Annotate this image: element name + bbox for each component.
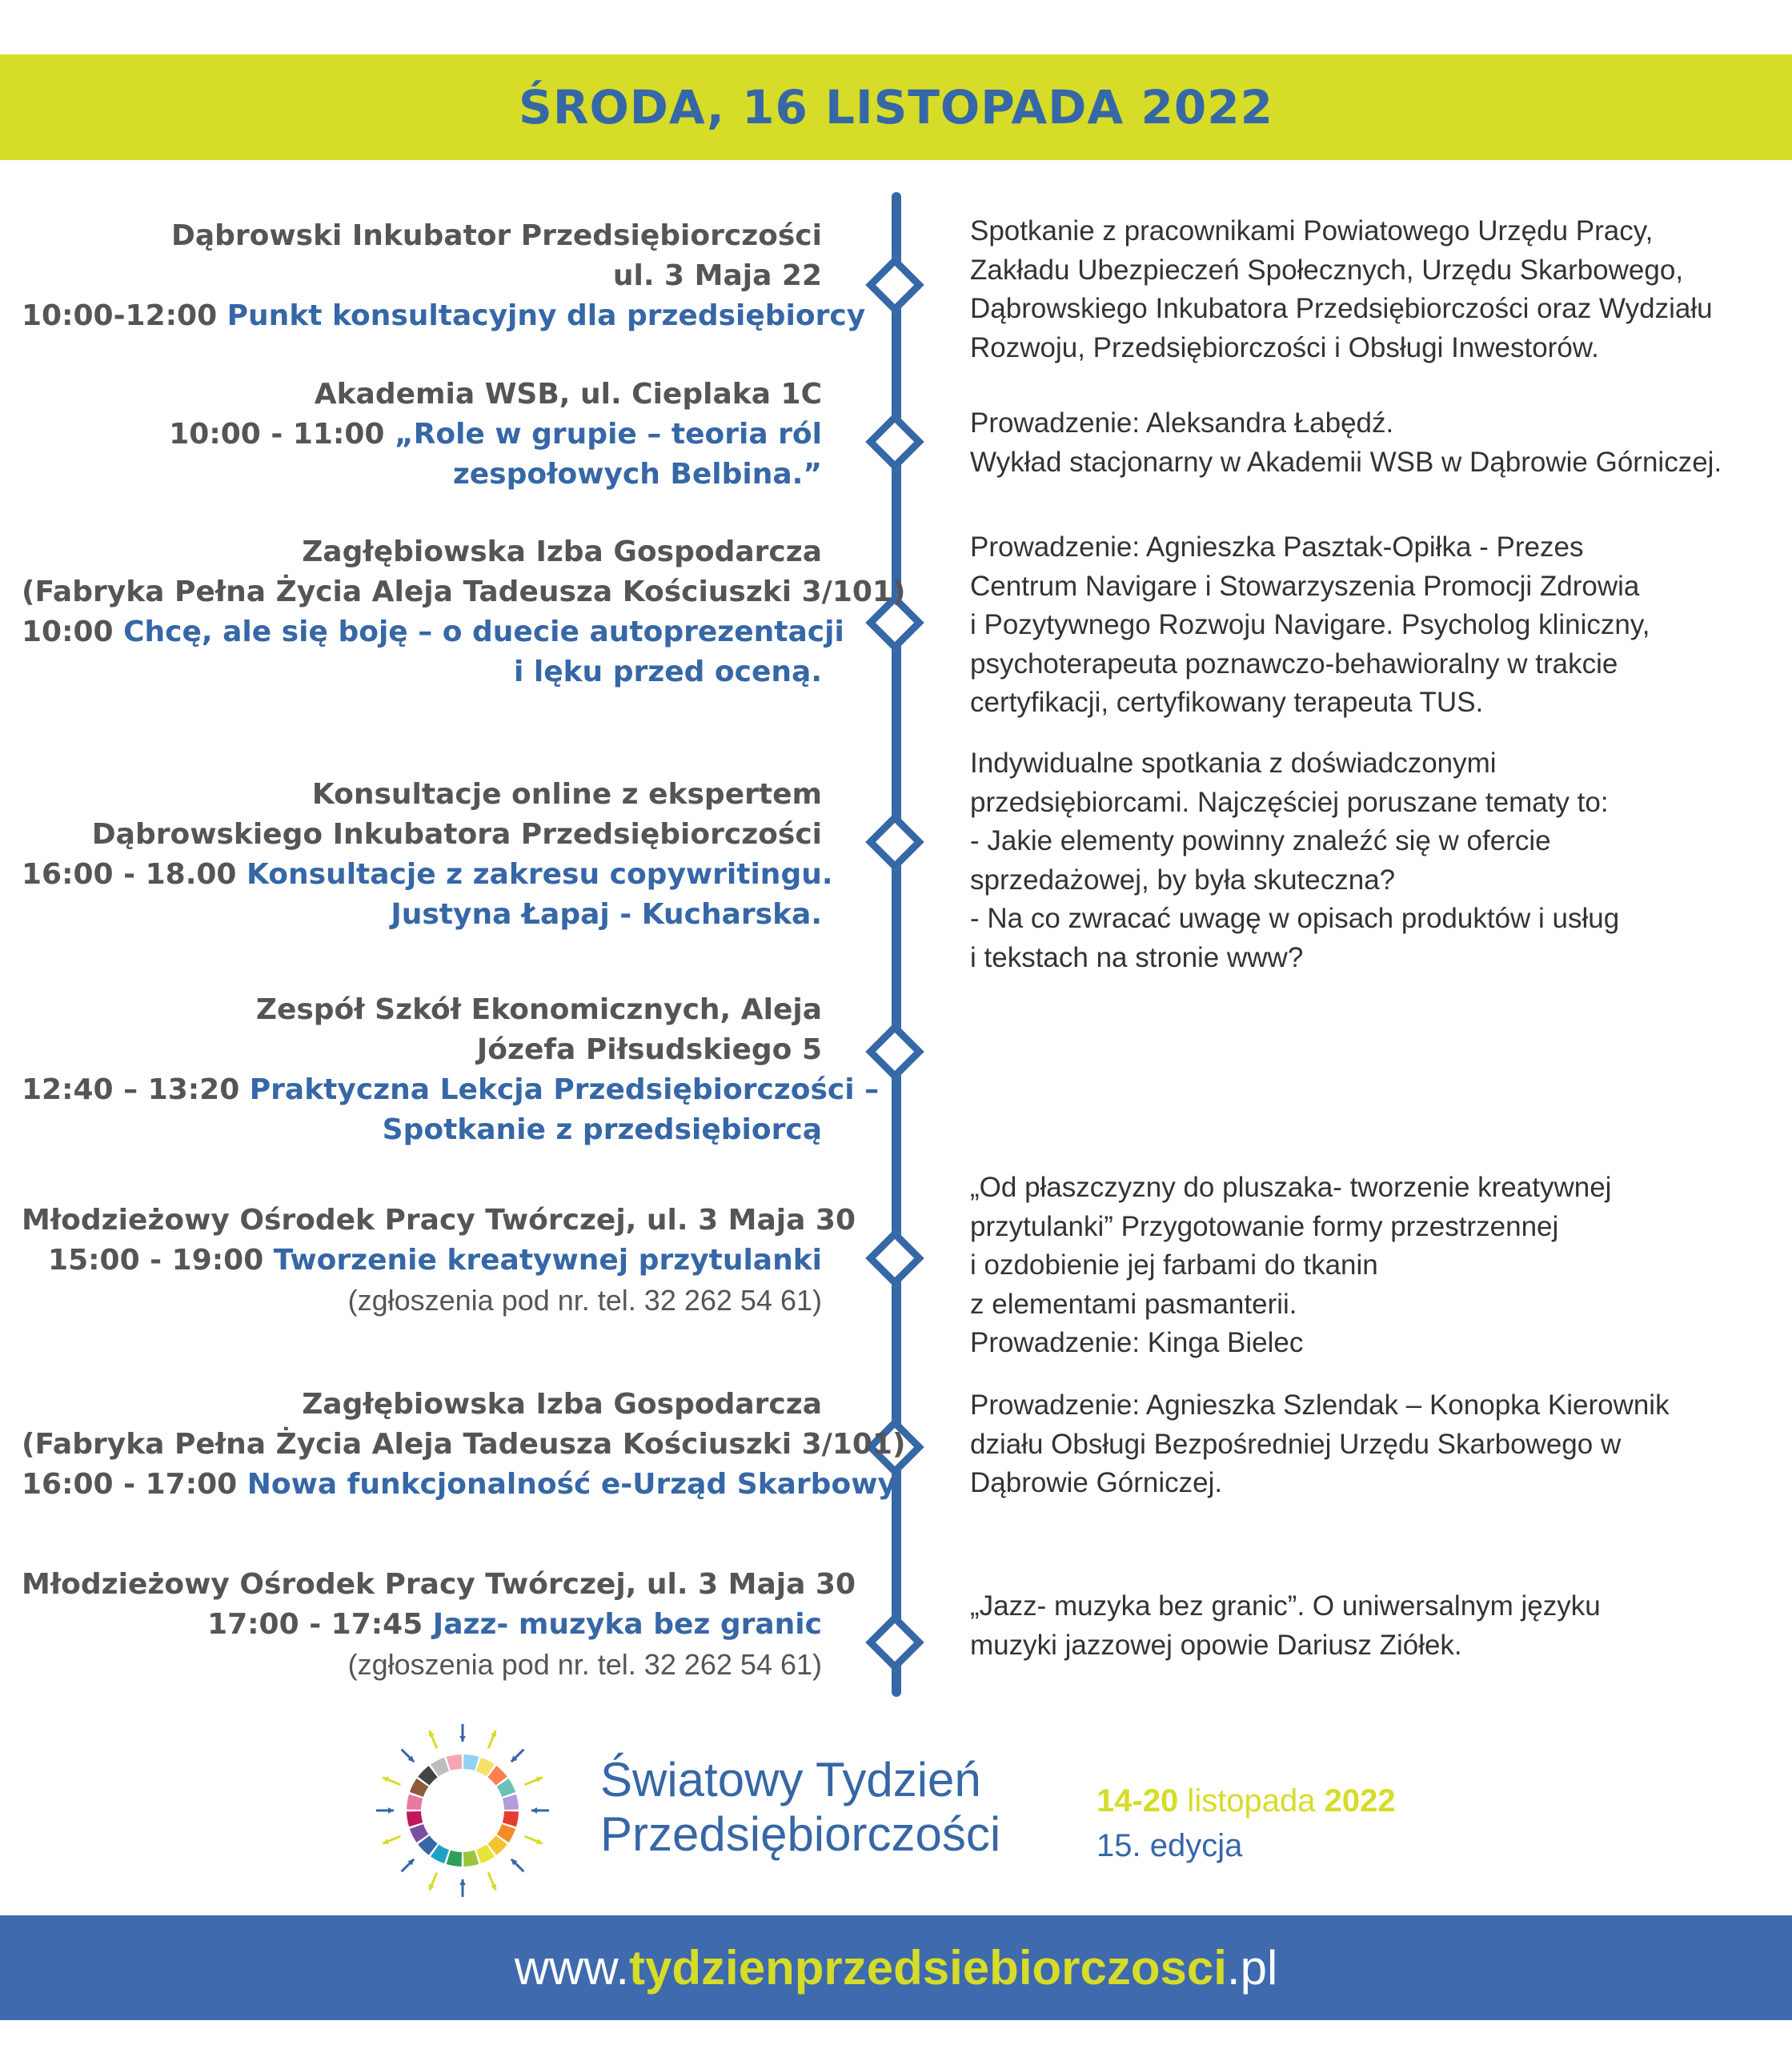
event-location-or-time: Konsultacje online z ekspertem <box>311 778 822 811</box>
description-line: Indywidualne spotkania z doświadczonymi <box>970 748 1497 779</box>
timeline-marker <box>865 1613 924 1672</box>
event-location-or-time: Dąbrowskiego Inkubatora Przedsiębiorczości <box>91 818 822 851</box>
page-title: ŚRODA, 16 LISTOPADA 2022 <box>519 80 1273 134</box>
header-band <box>0 54 1792 160</box>
description-line: Dąbrowie Górniczej. <box>970 1467 1223 1498</box>
event-description <box>970 1386 1770 1503</box>
event-details-left <box>22 1565 856 1686</box>
event-location-or-time: 12:40 – 13:20 <box>22 1073 250 1106</box>
event-line <box>22 415 822 455</box>
description-line: - Na co zwracać uwagę w opisach produktów i usług <box>970 903 1620 934</box>
event-location-or-time: (Fabryka Pełna Życia Aleja Tadeusza Kościuszki 3/101) <box>22 575 906 608</box>
event-location-or-time: 16:00 - 17:00 <box>22 1468 247 1501</box>
event-line <box>22 375 822 415</box>
logo-arrow-head <box>388 1807 394 1814</box>
event-location-or-time: 17:00 - 17:45 <box>207 1608 433 1641</box>
event-title: Jazz- muzyka bez granic <box>432 1608 822 1641</box>
url-prefix: www. <box>514 1941 630 1995</box>
date-year: 2022 <box>1324 1783 1396 1818</box>
event-line <box>22 572 906 612</box>
edition-label: 15. edycja <box>1096 1828 1243 1863</box>
event-description <box>970 528 1770 723</box>
date-month: listopada <box>1178 1783 1325 1818</box>
event-details-left <box>22 775 833 935</box>
event-title: Spotkanie z przedsiębiorcą <box>382 1113 822 1146</box>
event-line <box>22 1565 856 1605</box>
registration-note: (zgłoszenia pod nr. tel. 32 262 54 61) <box>347 1284 822 1317</box>
event-location-or-time: ul. 3 Maja 22 <box>612 259 822 292</box>
event-details-left <box>22 216 866 336</box>
description-line: „Od płaszczyzny do pluszaka- tworzenie kreatywnej <box>970 1172 1612 1203</box>
description-line: i ozdobienie jej farbami do tkanin <box>970 1249 1378 1281</box>
sunburst-logo-icon <box>368 1721 560 1905</box>
logo-text <box>600 1753 1000 1862</box>
logo-ring-segment <box>447 1851 462 1867</box>
event-title: Nowa funkcjonalność e-Urząd Skarbowy <box>247 1468 896 1501</box>
description-line: - Jakie elementy powinny znaleźć się w ofercie <box>970 825 1551 856</box>
description-line: i tekstach na stronie www? <box>970 941 1304 973</box>
timeline-marker <box>865 1229 924 1288</box>
event-title: Punkt konsultacyjny dla przedsiębiorcy <box>227 299 866 332</box>
event-location-or-time: Akademia WSB, ul. Cieplaka 1C <box>314 378 822 411</box>
event-line <box>22 1281 822 1321</box>
date-range: 14-20 <box>1096 1783 1179 1818</box>
event-description <box>970 1169 1770 1363</box>
event-line <box>22 1465 896 1505</box>
event-details-left <box>22 990 880 1150</box>
event-line <box>22 455 822 495</box>
event-line <box>22 1385 822 1425</box>
description-line: sprzedażowej, by była skuteczna? <box>970 864 1396 896</box>
logo-ring-segment <box>463 1851 479 1867</box>
description-line: certyfikacji, certyfikowany terapeuta TUS. <box>970 687 1484 718</box>
event-line <box>22 815 822 855</box>
event-description <box>970 212 1770 367</box>
url-suffix: .pl <box>1226 1941 1278 1995</box>
description-line: Prowadzenie: Kinga Bielec <box>970 1327 1304 1358</box>
event-line <box>22 1070 880 1110</box>
description-line: psychoterapeuta poznawczo-behawioralny w trakcie <box>970 648 1618 680</box>
logo-name-line1: Światowy Tydzień <box>600 1753 981 1806</box>
event-location-or-time: 15:00 - 19:00 <box>48 1244 274 1277</box>
event-title: zespołowych Belbina.” <box>452 458 822 491</box>
event-line <box>22 652 822 692</box>
logo-arrow-head <box>531 1807 537 1814</box>
event-description <box>970 404 1770 482</box>
event-title: i lęku przed oceną. <box>513 656 822 688</box>
description-line: Prowadzenie: Agnieszka Szlendak – Konopka Kierownik <box>970 1389 1670 1421</box>
event-line <box>22 1030 822 1070</box>
event-line <box>22 895 822 935</box>
logo-arrow-head <box>459 1879 466 1885</box>
description-line: przedsiębiorcami. Najczęściej poruszane tematy to: <box>970 786 1609 818</box>
event-details-left <box>22 532 906 692</box>
event-location-or-time: Młodzieżowy Ośrodek Pracy Twórczej, ul. 3 Maja 30 <box>22 1204 856 1237</box>
description-line: z elementami pasmanterii. <box>970 1288 1297 1320</box>
website-link[interactable] <box>515 1940 1278 1995</box>
event-line <box>22 1605 822 1645</box>
event-line <box>22 296 866 336</box>
event-description <box>970 744 1770 977</box>
event-title: Chcę, ale się boję – o duecie autoprezentacji <box>123 616 844 648</box>
event-line <box>22 216 822 256</box>
logo-name-line2: Przedsiębiorczości <box>600 1807 1001 1861</box>
footer-band <box>0 1915 1792 2020</box>
event-location-or-time: (Fabryka Pełna Życia Aleja Tadeusza Kościuszki 3/101) <box>22 1428 906 1461</box>
url-domain: tydzienprzedsiebiorczosci <box>629 1941 1227 1995</box>
logo-arrow-head <box>459 1736 466 1742</box>
event-line <box>22 990 822 1030</box>
event-title: Justyna Łapaj - Kucharska. <box>391 898 822 931</box>
registration-note: (zgłoszenia pod nr. tel. 32 262 54 61) <box>347 1648 822 1681</box>
event-line <box>22 532 822 572</box>
timeline-marker <box>865 1022 924 1081</box>
event-location-or-time: Dąbrowski Inkubator Przedsiębiorczości <box>170 219 822 252</box>
event-details-left <box>22 375 822 495</box>
logo-ring-segment <box>503 1811 519 1826</box>
description-line: przytulanki” Przygotowanie formy przestrzennej <box>970 1210 1559 1242</box>
event-location-or-time: Zespół Szkół Ekonomicznych, Aleja <box>255 993 822 1026</box>
description-line: Rozwoju, Przedsiębiorczości i Obsługi Inwestorów. <box>970 331 1599 363</box>
event-location-or-time: Zagłębiowska Izba Gospodarcza <box>302 1388 822 1421</box>
description-line: działu Obsługi Bezpośredniej Urzędu Skarbowego w <box>970 1428 1622 1460</box>
event-line <box>22 612 844 652</box>
event-line <box>22 775 822 815</box>
event-logo <box>368 1721 1489 1905</box>
timeline-marker <box>865 412 924 471</box>
event-line <box>22 1425 906 1465</box>
event-location-or-time: 10:00 <box>22 616 124 648</box>
event-line <box>22 1110 822 1150</box>
event-details-left <box>22 1385 906 1505</box>
logo-ring-segment <box>463 1754 479 1770</box>
description-line: Spotkanie z pracownikami Powiatowego Urzędu Pracy, <box>970 215 1654 247</box>
description-line: „Jazz- muzyka bez granic”. O uniwersalnym języku <box>970 1590 1601 1622</box>
event-location-or-time: 16:00 - 18.00 <box>22 858 247 891</box>
description-line: Wykład stacjonarny w Akademii WSB w Dąbrowie Górniczej. <box>970 446 1722 478</box>
description-line: muzyki jazzowej opowie Dariusz Ziółek. <box>970 1629 1462 1661</box>
event-description <box>970 1587 1770 1665</box>
event-location-or-time: Młodzieżowy Ośrodek Pracy Twórczej, ul. 3 Maja 30 <box>22 1568 856 1601</box>
event-location-or-time: 10:00-12:00 <box>22 299 227 332</box>
description-line: Prowadzenie: Aleksandra Łabędź. <box>970 407 1394 439</box>
description-line: i Pozytywnego Rozwoju Navigare. Psycholog kliniczny, <box>970 609 1650 640</box>
event-line <box>22 855 833 895</box>
timeline-marker <box>865 812 924 872</box>
event-title: „Role w grupie – teoria ról <box>394 418 822 451</box>
event-location-or-time: Józefa Piłsudskiego 5 <box>476 1033 822 1066</box>
logo-ring-segment <box>503 1794 519 1810</box>
description-line: Prowadzenie: Agnieszka Pasztak-Opiłka - Prezes <box>970 531 1584 563</box>
event-title: Praktyczna Lekcja Przedsiębiorczości – <box>249 1073 880 1106</box>
description-line: Centrum Navigare i Stowarzyszenia Promocji Zdrowia <box>970 570 1640 602</box>
logo-ring-segment <box>407 1794 423 1810</box>
event-line <box>22 1645 822 1686</box>
event-details-left <box>22 1201 856 1321</box>
event-line <box>22 1241 822 1281</box>
event-title: Konsultacje z zakresu copywritingu. <box>247 858 833 891</box>
event-line <box>22 256 822 296</box>
event-location-or-time: Zagłębiowska Izba Gospodarcza <box>302 535 822 568</box>
event-line <box>22 1201 856 1241</box>
description-line: Dąbrowskiego Inkubatora Przedsiębiorczości oraz Wydziału <box>970 293 1713 324</box>
event-location-or-time: 10:00 - 11:00 <box>169 418 395 451</box>
logo-ring-segment <box>407 1811 423 1826</box>
description-line: Zakładu Ubezpieczeń Społecznych, Urzędu Skarbowego, <box>970 254 1684 286</box>
event-title: Tworzenie kreatywnej przytulanki <box>273 1244 822 1277</box>
logo-ring-segment <box>447 1754 462 1770</box>
timeline-marker <box>865 255 924 315</box>
event-dates <box>1096 1778 1396 1868</box>
